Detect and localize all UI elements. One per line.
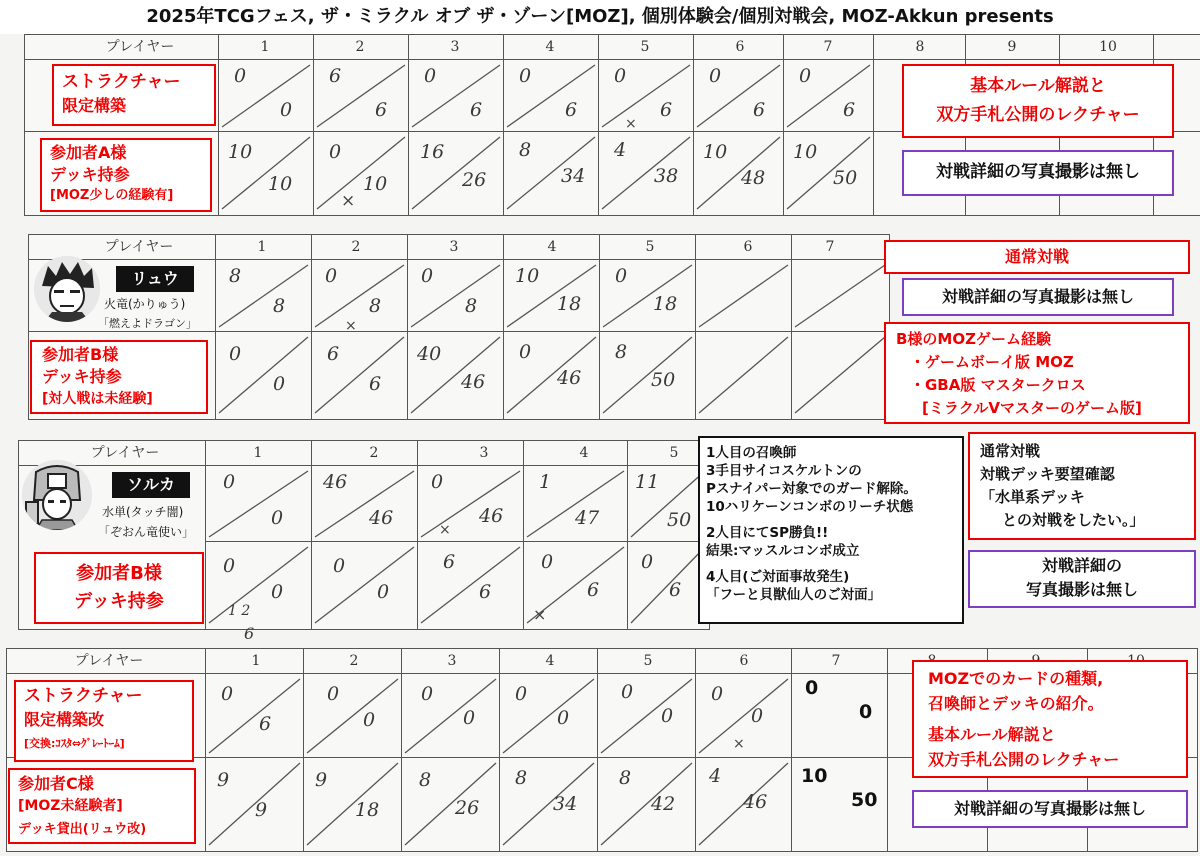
round-score: 0: [711, 683, 724, 705]
running-total: 42: [651, 793, 676, 815]
no-photo-note: 対戦詳細の写真撮影は無し: [902, 150, 1174, 196]
score-cell: [207, 467, 310, 541]
running-total: 18: [557, 293, 582, 315]
running-total: 26: [455, 797, 480, 819]
ryu-name-tag: リュウ: [116, 266, 194, 292]
round-number: 2: [349, 653, 359, 669]
running-total: 6: [843, 99, 856, 121]
structure-deck-label: ストラクチャー 限定構築改 [交換:ｺｽﾀ⇔ｸﾞﾚｰﾄｰﾑ]: [14, 680, 194, 762]
ryu-deck-name: 「燃えよドラゴン」: [98, 317, 197, 330]
score-cell: [313, 467, 416, 541]
score-cell: [505, 133, 597, 213]
running-total: 46: [479, 505, 504, 527]
scribble-mark: 1 2: [228, 603, 251, 619]
round-number: 7: [823, 39, 833, 55]
running-total: 46: [557, 367, 582, 389]
score-cell: [599, 675, 694, 757]
column-divider: [887, 649, 888, 851]
round-number: 5: [640, 39, 650, 55]
score-cell: [697, 261, 790, 331]
round-score: 0: [421, 265, 434, 287]
round-score: 0: [424, 65, 437, 87]
round-score: 10: [228, 141, 253, 163]
column-divider: [205, 649, 206, 851]
column-divider: [523, 441, 524, 629]
score-cell: [409, 333, 502, 417]
round-score: 8: [615, 341, 628, 363]
participant-label: 参加者B様 デッキ持参: [34, 552, 204, 624]
rules-lecture-note: 基本ルール解説と 双方手札公開のレクチャー: [902, 64, 1174, 138]
round-number: 3: [447, 653, 457, 669]
column-divider: [598, 35, 599, 215]
column-divider: [408, 35, 409, 215]
score-cell: [697, 759, 790, 849]
round-score: 0: [327, 683, 340, 705]
column-divider: [215, 235, 216, 419]
running-total: 18: [355, 799, 380, 821]
column-divider: [313, 35, 314, 215]
round-score: 16: [420, 141, 445, 163]
round-score: 6: [327, 343, 340, 365]
structure-deck-label: ストラクチャー 限定構築: [52, 64, 216, 126]
round-score: 8: [519, 139, 532, 161]
round-score: 0: [234, 65, 247, 87]
score-cell: [501, 675, 596, 757]
score-cell: [313, 333, 406, 417]
running-total: 6: [259, 713, 272, 735]
running-total: 9: [255, 799, 268, 821]
running-total: 8: [273, 295, 286, 317]
score-cell: [793, 333, 887, 417]
solka-deck-type: 水単(タッチ闇): [102, 505, 184, 519]
column-divider: [627, 441, 628, 629]
participant-label: 参加者A様 デッキ持参 [MOZ少しの経験有]: [40, 138, 212, 212]
score-cell: [410, 61, 502, 131]
round-number: 7: [825, 239, 835, 255]
score-cell: [629, 467, 707, 541]
running-total: 0: [271, 581, 284, 603]
running-total: 0: [280, 99, 293, 121]
score-cell: [217, 333, 310, 417]
score-cell: [505, 261, 598, 331]
running-total: 6: [669, 579, 682, 601]
round-score: 0: [223, 555, 236, 577]
running-total: 46: [369, 507, 394, 529]
score-cell: [305, 759, 400, 849]
score-cell: [220, 61, 312, 131]
solka-avatar: [22, 460, 92, 530]
round-score: 0: [421, 683, 434, 705]
running-total: 34: [553, 793, 578, 815]
score-cell: [697, 333, 790, 417]
round-score: 0: [333, 555, 346, 577]
running-total: 0: [377, 581, 390, 603]
round-score: 4: [709, 765, 722, 787]
score-cell: [695, 61, 782, 131]
round-number: 6: [743, 239, 753, 255]
round-number: 8: [915, 39, 925, 55]
score-cell: [629, 543, 707, 627]
running-total: 6: [369, 373, 382, 395]
round-score: 8: [515, 767, 528, 789]
score-cell: [207, 759, 302, 849]
score-cell: [501, 759, 596, 849]
match-log-note: 1人目の召喚師 3手目サイコスケルトンの Pスナイパー対象でのガード解除。 10ハリケーンコンボのリーチ状態 2人目にてSP勝負!! 結果:マッスルコンボ成立 4人目(ご対面事故発生) 「フーと貝獣仙人のご対面」: [698, 436, 964, 624]
round-score: 8: [619, 767, 632, 789]
round-score: 1: [539, 471, 552, 493]
running-total: 47: [575, 507, 600, 529]
running-total: 50: [667, 509, 692, 531]
typed-running-total: 50: [851, 789, 878, 811]
score-cell: [305, 675, 400, 757]
score-cell: [695, 133, 782, 213]
score-cell: [207, 543, 310, 627]
page-title: 2025年TCGフェス, ザ・ミラクル オブ ザ・ゾーン[MOZ], 個別体験会/個別対戦会, MOZ-Akkun presents: [0, 0, 1200, 34]
round-score: 11: [635, 471, 660, 493]
column-divider: [311, 441, 312, 629]
column-divider: [695, 235, 696, 419]
round-score: 46: [323, 471, 348, 493]
column-divider: [417, 441, 418, 629]
round-number: 4: [579, 445, 589, 461]
round-number: 1: [253, 445, 263, 461]
score-cell: [315, 133, 407, 213]
solka-name-tag: ソルカ: [112, 472, 190, 498]
column-divider: [873, 35, 874, 215]
running-total: 6: [660, 99, 673, 121]
round-number: 5: [645, 239, 655, 255]
running-total: 0: [751, 705, 764, 727]
score-cell: [410, 133, 502, 213]
round-score: 0: [221, 683, 234, 705]
running-total: 46: [743, 791, 768, 813]
typed-round-score: 10: [801, 765, 828, 787]
round-score: 0: [515, 683, 528, 705]
cross-mark: ×: [345, 318, 357, 334]
round-score: 0: [329, 141, 342, 163]
score-cell: [600, 61, 692, 131]
round-number: 3: [479, 445, 489, 461]
player-header: プレイヤー: [104, 239, 174, 255]
round-score: 0: [621, 681, 634, 703]
score-cell: [403, 675, 498, 757]
score-cell: [785, 61, 872, 131]
column-divider: [695, 649, 696, 851]
row-divider: [205, 541, 709, 542]
normal-match-note: 通常対戦: [884, 240, 1190, 274]
round-number: 1: [257, 239, 267, 255]
column-divider: [599, 235, 600, 419]
cross-mark: ×: [625, 116, 637, 132]
round-score: 40: [417, 343, 442, 365]
cross-mark: ×: [733, 736, 745, 752]
running-total: 18: [653, 293, 678, 315]
score-cell: [505, 333, 598, 417]
running-total: 0: [363, 709, 376, 731]
solka-deck-name: 「ぞおん竜使い」: [98, 525, 195, 539]
score-cell: [220, 133, 312, 213]
card-intro-note: MOZでのカードの種類, 召喚師とデッキの紹介。 基本ルール解説と 双方手札公開のレクチャー: [912, 660, 1188, 778]
score-cell: [315, 61, 407, 131]
column-divider: [783, 35, 784, 215]
running-total: 46: [461, 371, 486, 393]
round-score: 0: [614, 65, 627, 87]
round-score: 0: [519, 341, 532, 363]
column-divider: [303, 649, 304, 851]
score-cell: [525, 467, 626, 541]
round-number: 2: [355, 39, 365, 55]
round-number: 4: [545, 653, 555, 669]
score-cell: [403, 759, 498, 849]
round-number: 4: [545, 39, 555, 55]
round-number: 7: [831, 653, 841, 669]
running-total: 10: [363, 173, 388, 195]
player-header: プレイヤー: [105, 39, 175, 55]
column-divider: [693, 35, 694, 215]
round-score: 10: [793, 141, 818, 163]
typed-running-total: 0: [859, 701, 873, 723]
column-divider: [401, 649, 402, 851]
column-divider: [407, 235, 408, 419]
running-total: 38: [654, 165, 679, 187]
round-score: 0: [325, 265, 338, 287]
score-cell: [419, 467, 522, 541]
round-score: 9: [315, 769, 328, 791]
running-total: 34: [561, 165, 586, 187]
cross-mark: ×: [341, 191, 356, 211]
round-number: 5: [643, 653, 653, 669]
column-divider: [503, 35, 504, 215]
round-number: 6: [739, 653, 749, 669]
scribble-mark: 6: [244, 624, 255, 643]
round-number: 1: [251, 653, 261, 669]
column-divider: [499, 649, 500, 851]
round-number: 5: [669, 445, 679, 461]
running-total: 0: [557, 707, 570, 729]
player-header: プレイヤー: [74, 653, 144, 669]
score-cell: [409, 261, 502, 331]
cross-mark: ×: [439, 522, 451, 538]
score-cell: [419, 543, 522, 627]
score-cell: [600, 133, 692, 213]
score-cell: [793, 261, 887, 331]
score-cell: [505, 61, 597, 131]
column-divider: [503, 235, 504, 419]
game-experience-note: B様のMOZゲーム経験 ・ゲームボーイ版 MOZ ・GBA版 マスタークロス [ミラクルVマスターのゲーム版]: [884, 322, 1190, 424]
running-total: 48: [741, 167, 766, 189]
score-cell: [313, 261, 406, 334]
round-number: 2: [369, 445, 379, 461]
column-divider: [597, 649, 598, 851]
running-total: 8: [465, 295, 478, 317]
round-number: 3: [450, 39, 460, 55]
round-number: 9: [1007, 39, 1017, 55]
round-number: 1: [260, 39, 270, 55]
running-total: 6: [470, 99, 483, 121]
running-total: 8: [369, 295, 382, 317]
running-total: 50: [833, 167, 858, 189]
running-total: 50: [651, 369, 676, 391]
round-number: 2: [351, 239, 361, 255]
round-score: 6: [329, 65, 342, 87]
running-total: 10: [268, 173, 293, 195]
round-number: 3: [449, 239, 459, 255]
score-cell: [601, 333, 694, 417]
round-score: 9: [217, 769, 230, 791]
running-total: 26: [462, 169, 487, 191]
ryu-deck-type: 火竜(かりゅう): [104, 297, 186, 311]
round-score: 0: [519, 65, 532, 87]
round-score: 10: [703, 141, 728, 163]
column-divider: [218, 35, 219, 215]
running-total: 6: [375, 99, 388, 121]
round-score: 10: [515, 265, 540, 287]
round-score: 0: [541, 551, 554, 573]
running-total: 6: [753, 99, 766, 121]
participant-label: 参加者B様 デッキ持参 [対人戦は未経験]: [30, 340, 208, 414]
score-cell: [599, 759, 694, 849]
round-score: 0: [229, 343, 242, 365]
participant-label: 参加者C様 [MOZ未経験者] デッキ貸出(リュウ改): [8, 768, 196, 844]
column-divider: [791, 649, 792, 851]
score-cell: [313, 543, 416, 627]
sheet-header: [29, 235, 889, 260]
round-number: 6: [735, 39, 745, 55]
cross-mark: ×: [533, 605, 547, 624]
round-score: 0: [641, 551, 654, 573]
round-score: 4: [614, 139, 627, 161]
round-score: 0: [615, 265, 628, 287]
running-total: 6: [479, 581, 492, 603]
no-photo-note: 対戦詳細の写真撮影は無し: [902, 278, 1174, 316]
running-total: 6: [587, 579, 600, 601]
column-divider: [205, 441, 206, 629]
round-score: 0: [223, 471, 236, 493]
score-cell: [207, 675, 302, 757]
round-number: 10: [1099, 39, 1117, 55]
round-score: 0: [799, 65, 812, 87]
player-header: プレイヤー: [90, 445, 160, 461]
round-score: 8: [229, 265, 242, 287]
typed-round-score: 0: [805, 677, 819, 699]
running-total: 0: [661, 705, 674, 727]
sheet-header: [25, 35, 1200, 60]
deck-request-note: 通常対戦 対戦デッキ要望確認 「水単系デッキ との対戦をしたい。」: [968, 432, 1196, 540]
no-photo-note: 対戦詳細の写真撮影は無し: [912, 790, 1188, 828]
score-cell: [601, 261, 694, 331]
round-score: 8: [419, 769, 432, 791]
sheet-header: [19, 441, 709, 466]
score-cell: [217, 261, 310, 331]
running-total: 0: [271, 507, 284, 529]
running-total: 0: [273, 373, 286, 395]
round-score: 6: [443, 551, 456, 573]
score-cell: [785, 133, 872, 213]
column-divider: [311, 235, 312, 419]
running-total: 6: [565, 99, 578, 121]
round-score: 0: [431, 471, 444, 493]
no-photo-note: 対戦詳細の 写真撮影は無し: [968, 550, 1196, 608]
column-divider: [791, 235, 792, 419]
ryu-avatar: [34, 256, 100, 322]
round-number: 4: [547, 239, 557, 255]
running-total: 0: [463, 707, 476, 729]
round-score: 0: [709, 65, 722, 87]
